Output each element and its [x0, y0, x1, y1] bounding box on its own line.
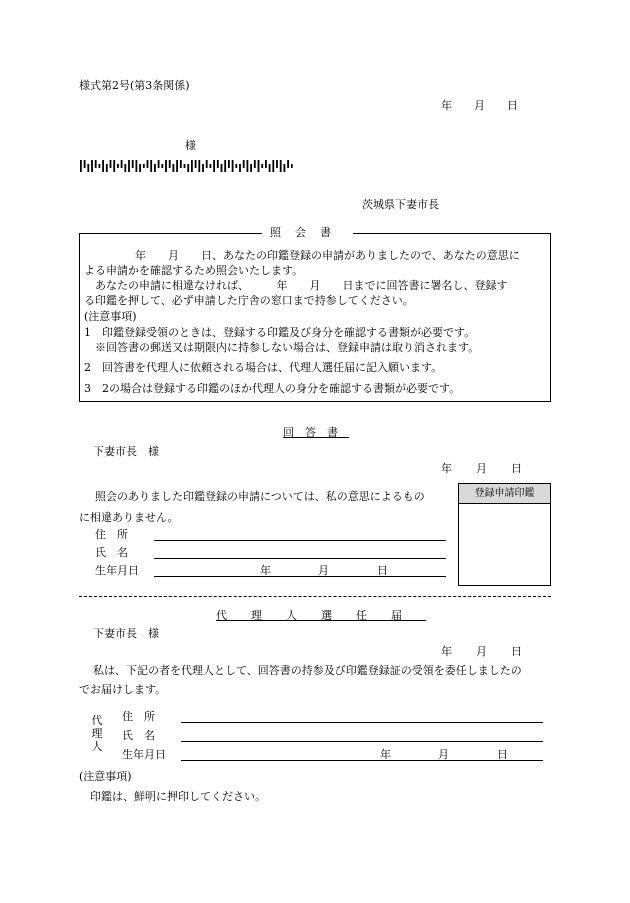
- reply-name-label: 氏 名: [95, 546, 128, 559]
- date-month: 月: [476, 645, 487, 658]
- inquiry-notes-heading: (注意事項): [84, 310, 137, 323]
- reply-addressee: 下妻市長 様: [93, 445, 159, 458]
- agent-dob-year: 年: [380, 748, 391, 761]
- cut-line: [79, 596, 551, 597]
- date-month: 月: [476, 462, 487, 475]
- agent-dob-label: 生年月日: [122, 748, 166, 761]
- inquiry-note-3: 3 2の場合は登録する印鑑のほか代理人の身分を確認する書類が必要です。: [84, 382, 461, 395]
- issuer-name: 茨城県下妻市長: [362, 198, 439, 211]
- agent-addressee: 下妻市長 様: [93, 627, 159, 640]
- agent-vertical-label: 代理人: [91, 714, 103, 753]
- reply-body-line-2: に相違ありません。: [79, 511, 179, 524]
- date-day: 日: [511, 462, 522, 475]
- reply-address-line[interactable]: [154, 540, 446, 541]
- inquiry-note-1-sub: ※回答書の郵送又は期限内に持参しない場合は、登録申請は取り消されます。: [84, 341, 480, 354]
- agent-name-label: 氏 名: [122, 729, 155, 742]
- notes-heading: (注意事項): [79, 770, 132, 783]
- date-day: 日: [507, 99, 518, 112]
- customer-barcode: [80, 160, 295, 172]
- date-year: 年: [441, 645, 452, 658]
- issue-date: [441, 99, 531, 113]
- addressee-honorific: 様: [185, 139, 196, 152]
- agent-address-line[interactable]: [181, 722, 543, 723]
- agent-dob-day: 日: [497, 748, 508, 761]
- agent-name-line[interactable]: [181, 741, 543, 742]
- reply-dob-label: 生年月日: [95, 564, 139, 577]
- reply-body-line-1: 照会のありました印鑑登録の申請については、私の意思によるもの: [95, 490, 425, 503]
- seal-box[interactable]: [458, 483, 551, 586]
- reply-address-label: 住 所: [95, 528, 128, 541]
- notes-body: 印鑑は、鮮明に押印してください。: [90, 790, 266, 803]
- agent-dob-month: 月: [438, 748, 449, 761]
- inquiry-title: 照会書: [262, 226, 353, 240]
- inquiry-note-2: 2 回答書を代理人に依頼される場合は、代理人選任届に記入願います。: [84, 361, 443, 374]
- agent-dob-line[interactable]: [181, 760, 543, 761]
- agent-body-line-2: でお届けします。: [79, 683, 167, 696]
- inquiry-note-1: 1 印鑑登録受領のときは、登録する印鑑及び身分を確認する書類が必要です。: [84, 326, 476, 339]
- inquiry-line-1: 年 月 日、あなたの印鑑登録の申請がありましたので、あなたの意思に: [135, 249, 520, 262]
- inquiry-box: [79, 233, 551, 402]
- inquiry-line-3: あなたの申請に相違なければ、 年 月 日までに回答書に署名し、登録す: [84, 279, 508, 292]
- reply-date: [441, 462, 522, 476]
- form-number-label: 様式第2号(第3条関係): [79, 79, 190, 92]
- agent-address-label: 住 所: [122, 710, 155, 723]
- date-month: 月: [474, 99, 485, 112]
- date-year: 年: [441, 99, 452, 112]
- reply-dob-year: 年: [260, 564, 271, 577]
- seal-label: 登録申請印鑑: [459, 484, 550, 504]
- agent-body-line-1: 私は、下記の者を代理人として、回答書の持参及び印鑑登録証の受領を委任しましたの: [93, 664, 522, 677]
- date-day: 日: [511, 645, 522, 658]
- reply-dob-line[interactable]: [154, 576, 446, 577]
- agent-date: [441, 645, 522, 659]
- reply-title: 回答書: [283, 426, 349, 439]
- reply-name-line[interactable]: [154, 558, 446, 559]
- date-year: 年: [441, 462, 452, 475]
- agent-title: 代理人選任届: [216, 609, 426, 622]
- inquiry-line-4: る印鑑を押して、必ず申請した庁舎の窓口まで持参してください。: [84, 294, 414, 307]
- reply-dob-day: 日: [377, 564, 388, 577]
- inquiry-line-2: よる申請かを確認するため照会いたします。: [84, 264, 304, 277]
- reply-dob-month: 月: [318, 564, 329, 577]
